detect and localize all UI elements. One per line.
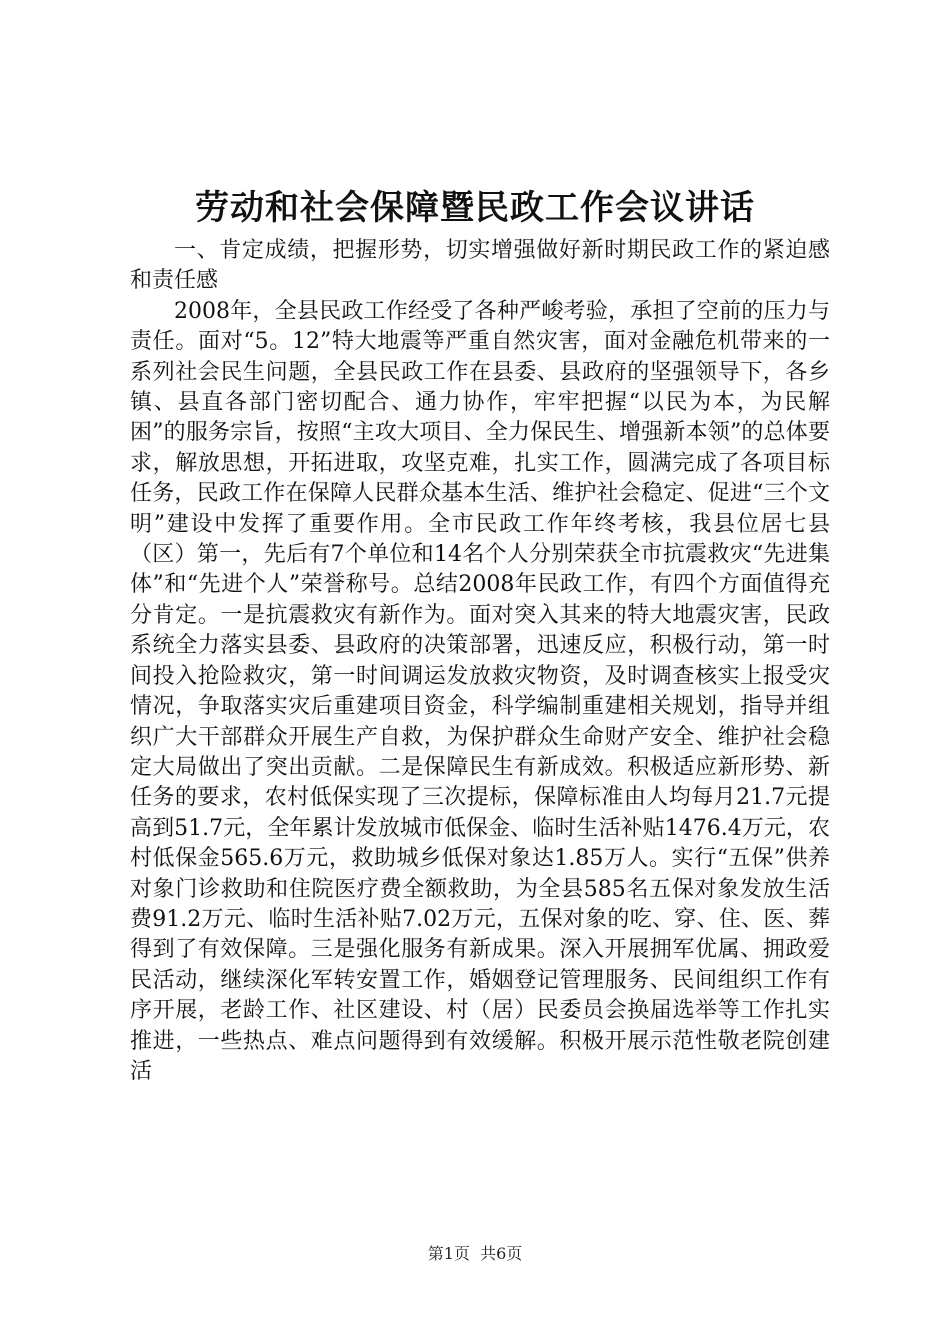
page-footer: [0, 1243, 950, 1265]
body-paragraph: 2008年，全县民政工作经受了各种严峻考验，承担了空前的压力与责任。面对“5。12”特大地震等严重自然灾害，面对金融危机带来的一系列社会民生问题，全县民政工作在县委、县政府的坚强领导下，各乡镇、县直各部门密切配合、通力协作，牢牢把握“以民为本，为民解困”的服务宗旨，按照“主攻大项目、全力保民生、增强新本领”的总体要求，解放思想，开拓进取，攻坚克难，扎实工作，圆满完成了各项目标任务，民政工作在保障人民群众基本生活、维护社会稳定、促进“三个文明”建设中发挥了重要作用。全市民政工作年终考核，我县位居七县（区）第一，先后有7个单位和14名个人分别荣获全市抗震救灾“先进集体”和“先进个人”荣誉称号。总结2008年民政工作，有四个方面值得充分肯定。一是抗震救灾有新作为。面对突入其来的特大地震灾害，民政系统全力落实县委、县政府的决策部署，迅速反应，积极行动，第一时间投入抢险救灾，第一时间调运发放救灾物资，及时调查核实上报受灾情况，争取落实灾后重建项目资金，科学编制重建相关规划，指导并组织广大干部群众开展生产自救，为保护群众生命财产安全、维护社会稳定大局做出了突出贡献。二是保障民生有新成效。积极适应新形势、新任务的要求，农村低保实现了三次提标，保障标准由人均每月21.7元提高到51.7元，全年累计发放城市低保金、临时生活补贴1476.4万元，农村低保金565.6万元，救助城乡低保对象达1.85万人。实行“五保”供养对象门诊救助和住院医疗费全额救助，为全县585名五保对象发放生活费91.2万元、临时生活补贴7.02万元，五保对象的吃、穿、住、医、葬得到了有效保障。三是强化服务有新成果。深入开展拥军优属、拥政爱民活动，继续深化军转安置工作，婚姻登记管理服务、民间组织工作有序开展，老龄工作、社区建设、村（居）民委员会换届选举等工作扎实推进，一些热点、难点问题得到有效缓解。积极开展示范性敬老院创建活: [130, 298, 830, 1084]
document-body: [130, 236, 830, 1087]
page-number: 第1页 共6页: [427, 1244, 523, 1263]
document-title: 劳动和社会保障暨民政工作会议讲话: [195, 188, 755, 228]
section-heading: 一、肯定成绩，把握形势，切实增强做好新时期民政工作的紧迫感和责任感: [130, 238, 830, 294]
